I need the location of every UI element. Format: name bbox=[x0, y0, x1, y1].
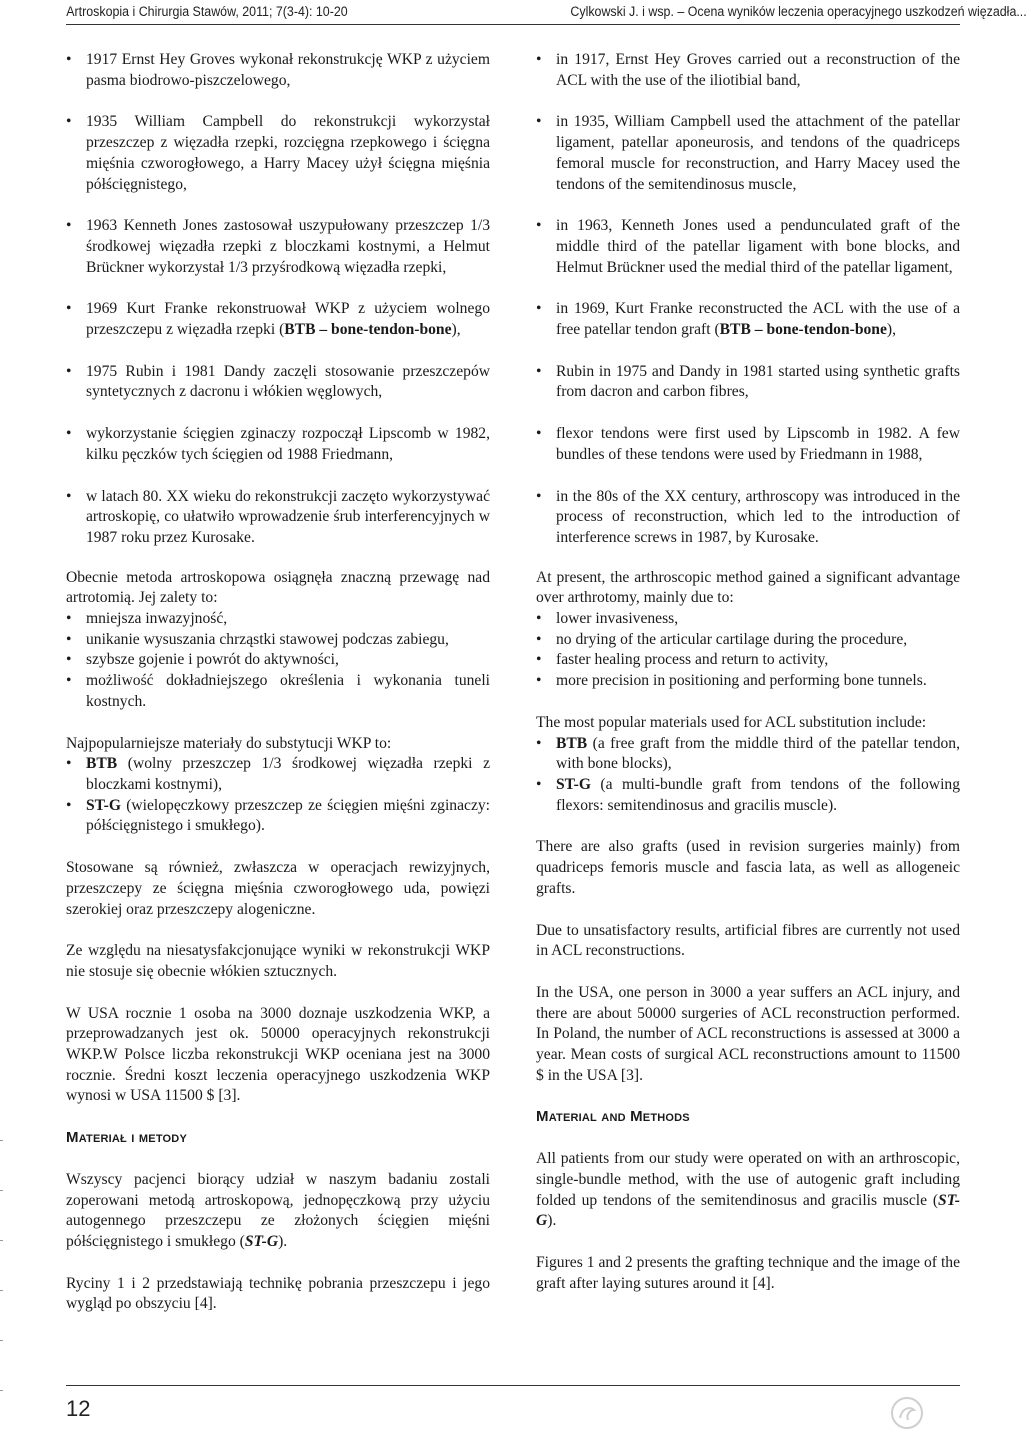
list-item: • 1963 Kenneth Jones zastosował uszypułowany przeszczep 1/3 środkowej więzadła rzepki z bloczkami kostnymi, a Helmut Brückner wykorzystał 1/3 przyśrodkową więzadła rzepki, bbox=[66, 216, 490, 278]
journal-logo-icon bbox=[890, 1396, 924, 1430]
paragraph: W USA rocznie 1 osoba na 3000 doznaje uszkodzenia WKP, a przeprowadzanych jest ok. 50000 operacyjnych rekonstrukcji WKP.W Polsce liczba rekonstrukcji WKP oceniana jest na 3000 rocznie. Średni koszt leczenia operacyjnego uszkodzenia WKP wynosi w USA 11500 $ [3]. bbox=[66, 1004, 490, 1105]
header-rule bbox=[66, 24, 960, 25]
list-item: • in 1917, Ernst Hey Groves carried out a reconstruction of the ACL with the use of the iliotibial band, bbox=[536, 50, 960, 91]
column-polish bbox=[66, 50, 490, 1336]
advantages-list bbox=[66, 609, 490, 713]
materials-block bbox=[536, 713, 960, 817]
paragraph: Stosowane są również, zwłaszcza w operacjach rewizyjnych, przeszczepy ze ścięgna mięśnia czworogłowego uda, powięzi szerokiej oraz przeszczepy alogeniczne. bbox=[66, 859, 490, 918]
list-item: • 1935 William Campbell do rekonstrukcji wykorzystał przeszczep z więzadła rzepki, rozcięgna rzepkowego i ścięgna mięśnia czworogłowego, a Harry Macey użył ścięgna mięśnia półścięgnistego, bbox=[66, 112, 490, 195]
materials-list bbox=[536, 734, 960, 817]
list-item: • in 1969, Kurt Franke reconstructed the ACL with the use of a free patellar tendon graft (BTB – bone-tendon-bone), bbox=[536, 299, 960, 340]
list-item: • in 1963, Kenneth Jones used a pendunculated graft of the middle third of the patellar ligament with bone blocks, and Helmut Brückner used the medial third of the patellar ligament, bbox=[536, 216, 960, 278]
list-item: • możliwość dokładniejszego określenia i wykonania tuneli kostnych. bbox=[66, 671, 490, 712]
list-item: • in 1935, William Campbell used the attachment of the patellar ligament, patellar aponeurosis, and tendons of the quadriceps femoral muscle for reconstruction, and Harry Macey used the tendons of the semitendinosus muscle, bbox=[536, 112, 960, 195]
list-item: • Rubin in 1975 and Dandy in 1981 started using synthetic grafts from dacron and carbon fibres, bbox=[536, 362, 960, 403]
column-english bbox=[536, 50, 960, 1315]
footer-rule bbox=[66, 1385, 960, 1386]
list-item: • lower invasiveness, bbox=[536, 609, 960, 630]
list-item: • ST-G (wielopęczkowy przeszczep ze ścięgien mięśni zginaczy: półścięgnistego i smukłego). bbox=[66, 796, 490, 837]
advantages-block bbox=[536, 568, 960, 692]
advantages-list bbox=[536, 609, 960, 692]
list-item: • 1917 Ernst Hey Groves wykonał rekonstrukcję WKP z użyciem pasma biodrowo-piszczelowego, bbox=[66, 50, 490, 91]
paragraph: All patients from our study were operated on with an arthroscopic, single-bundle method, with the use of autogenic graft including folded up tendons of the semitendinosus and gracilis muscle (ST-G). bbox=[536, 1150, 960, 1230]
list-item: • BTB (a free graft from the middle third of the patellar tendon, with bone blocks), bbox=[536, 734, 960, 775]
margin-marks bbox=[0, 1120, 4, 1400]
list-item: • ST-G (a multi-bundle graft from tendons of the following flexors: semitendinosus and gracilis muscle). bbox=[536, 775, 960, 816]
list-item: • w latach 80. XX wieku do rekonstrukcji zaczęto wykorzystywać artroskopię, co ułatwiło wprowadzenie śrub interferencyjnych w 1987 roku przez Kurosake. bbox=[66, 487, 490, 549]
paragraph: Najpopularniejsze materiały do substytucji WKP to: bbox=[66, 734, 392, 752]
running-header bbox=[0, 0, 1027, 24]
list-item: • BTB (wolny przeszczep 1/3 środkowej więzadła rzepki z bloczkami kostnymi), bbox=[66, 754, 490, 795]
paragraph: Wszyscy pacjenci biorący udział w naszym badaniu zostali zoperowani metodą artroskopową, jednopęczkową przy użyciu autogennego przeszczepu ze złożonych ścięgien mięśni półścięgnistego i smukłego (ST-G). bbox=[66, 1170, 490, 1250]
paragraph: There are also grafts (used in revision surgeries mainly) from quadriceps femoris muscle and fascia lata, as well as allogeneic grafts. bbox=[536, 838, 960, 897]
paragraph: Obecnie metoda artroskopowa osiągnęła znaczną przewagę nad artrotomią. Jej zalety to: bbox=[66, 568, 490, 607]
list-item: • more precision in positioning and performing bone tunnels. bbox=[536, 671, 960, 692]
list-item: • faster healing process and return to activity, bbox=[536, 650, 960, 671]
list-item: • wykorzystanie ścięgien zginaczy rozpoczął Lipscomb w 1982, kilku pęczków tych ścięgien od 1988 Friedmann, bbox=[66, 424, 490, 465]
paragraph: Ze względu na niesatysfakcjonujące wyniki w rekonstrukcji WKP nie stosuje się obecnie włókien sztucznych. bbox=[66, 942, 490, 980]
paragraph: Ryciny 1 i 2 przedstawiają technikę pobrania przeszczepu i jego wygląd po obszyciu [4]. bbox=[66, 1274, 490, 1313]
list-item: • flexor tendons were first used by Lipscomb in 1982. A few bundles of these tendons were used by Friedmann in 1988, bbox=[536, 424, 960, 465]
paragraph: In the USA, one person in 3000 a year suffers an ACL injury, and there are about 50000 surgeries of ACL reconstruction performed. In Poland, the number of ACL reconstructions is assessed at 3000 a year. Mean costs of surgical ACL reconstructions amount to 11500 $ in the USA [3]. bbox=[536, 983, 960, 1084]
list-item: • unikanie wysuszania chrząstki stawowej podczas zabiegu, bbox=[66, 630, 490, 651]
list-item: • 1969 Kurt Franke rekonstruował WKP z użyciem wolnego przeszczepu z więzadła rzepki (BTB – bone-tendon-bone), bbox=[66, 299, 490, 340]
bold-term: BTB – bone-tendon-bone bbox=[719, 321, 887, 339]
page-number: 12 bbox=[66, 1396, 91, 1421]
list-item: • 1975 Rubin i 1981 Dandy zaczęli stosowanie przeszczepów syntetycznych z dacronu i włókien węglowych, bbox=[66, 362, 490, 403]
history-list bbox=[66, 50, 490, 549]
list-item: • in the 80s of the XX century, arthroscopy was introduced in the process of reconstruction, which led to the introduction of interference screws in 1987, by Kurosake. bbox=[536, 487, 960, 549]
list-item: • no drying of the articular cartilage during the procedure, bbox=[536, 630, 960, 651]
section-heading: Materiał i metody bbox=[66, 1129, 187, 1147]
article-short-title: Cylkowski J. i wsp. – Ocena wyników leczenia operacyjnego uszkodzeń więzadła... bbox=[570, 4, 1027, 19]
bold-term: BTB – bone-tendon-bone bbox=[284, 321, 452, 339]
materials-block bbox=[66, 734, 490, 838]
paragraph: Figures 1 and 2 presents the grafting technique and the image of the graft after laying sutures around it [4]. bbox=[536, 1253, 960, 1292]
list-item: • szybsze gojenie i powrót do aktywności, bbox=[66, 650, 490, 671]
paragraph: Due to unsatisfactory results, artificial fibres are currently not used in ACL reconstructions. bbox=[536, 921, 960, 960]
journal-citation: Artroskopia i Chirurgia Stawów, 2011; 7(3-4): 10-20 bbox=[66, 4, 348, 19]
list-item: • mniejsza inwazyjność, bbox=[66, 609, 490, 630]
advantages-block bbox=[66, 568, 490, 713]
paragraph: The most popular materials used for ACL substitution include: bbox=[536, 713, 927, 731]
section-heading: Material and Methods bbox=[536, 1108, 690, 1126]
history-list bbox=[536, 50, 960, 549]
materials-list bbox=[66, 754, 490, 837]
paragraph: At present, the arthroscopic method gained a significant advantage over arthrotomy, mainly due to: bbox=[536, 568, 960, 607]
